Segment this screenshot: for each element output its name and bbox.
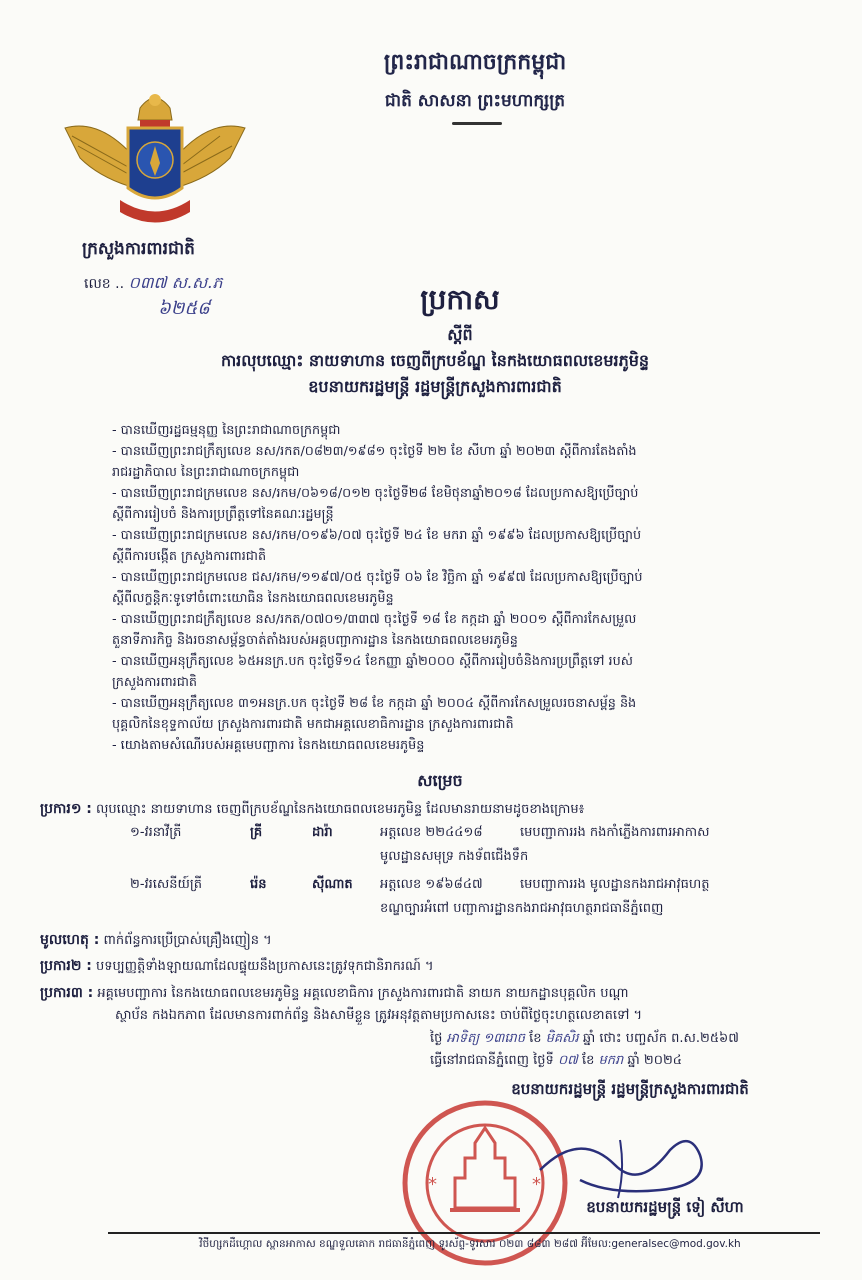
about-label: ស្តីពី	[447, 325, 473, 344]
person-1-unit: មេបញ្ជាការរង កងកាំភ្លើងការពារអាកាស	[520, 825, 710, 840]
solar-month-label: ខែ	[581, 1053, 595, 1068]
person-1-rank: ១-វរនាវីត្រី	[130, 825, 182, 840]
person-2-unit-cont: ខណ្ឌច្បារអំពៅ បញ្ជាការដ្ឋានកងរាជអាវុធហត្ថរាជធានីភ្នំពេញ	[380, 901, 664, 916]
reference-line: - បានឃើញអនុក្រឹត្យលេខ ៣១អនក្រ.បក ចុះថ្ងៃទី ២៨ ខែ កក្កដា ឆ្នាំ ២០០៤ ស្តីពីការកែសម្រួលរចនាសម្ព័ន្ធ និង	[112, 696, 637, 711]
reference-line: - បានឃើញព្រះរាជក្រឹត្យលេខ នស/រកត/០៧០១/៣៣៧ ចុះថ្ងៃទី ១៨ ខែ កក្កដា ឆ្នាំ ២០០១ ស្តីពីការកែសម្រួល	[112, 612, 637, 627]
reference-line: - បានឃើញអនុក្រឹត្យលេខ ៦៥អនក្រ.បក ចុះថ្ងៃទី១៤ ខែកញ្ញា ឆ្នាំ២០០០ ស្តីពីការរៀបចំនិងការប្រព្រឹត្តទៅ របស់	[112, 654, 633, 669]
solar-month: មករា	[598, 1053, 624, 1068]
lunar-day-prefix: ថ្ងៃ	[430, 1031, 443, 1046]
lunar-day: អាទិត្យ ១៣រោច	[446, 1031, 525, 1046]
reason	[40, 930, 820, 951]
person-1-id: អត្តលេខ ២២៤៤១៨	[380, 825, 483, 840]
person-1-family-name: ដារ៉ា	[312, 825, 333, 840]
person-2-family-name: ស៊ីណាត	[312, 877, 353, 892]
footer-contact: វិថីហ្សកដឺហ្គោល ស្ពានអាកាស ខណ្ឌទួលគោក រាជធានីភ្នំពេញ ទូរស័ព្ទ-ទូរសារ ០២៣ ៨៨៣ ២៨៧ អ៊ីមែល:generalsec@mod.gov.kh	[199, 1238, 741, 1250]
ornament-divider	[452, 122, 502, 125]
ministry-name: ក្រសួងការពារជាតិ	[82, 239, 195, 259]
subject-line: ការលុបឈ្មោះ នាយទាហាន ចេញពីក្របខ័ណ្ឌ នៃកងយោធពលខេមរភូមិន្ទ	[220, 351, 650, 370]
person-2-unit: មេបញ្ជាការរង មូលដ្ឋានកងរាជអាវុធហត្ថ	[520, 877, 710, 892]
reference-line: - បានឃើញរដ្ឋធម្មនុញ្ញ នៃព្រះរាជាណាចក្រកម្ពុជា	[112, 423, 341, 438]
document-subject	[90, 348, 780, 400]
reference-line: បុគ្គលិកនៃខុទ្ទកាល័យ ក្រសួងការពារជាតិ មកជាអគ្គលេខាធិការដ្ឋាន ក្រសួងការពារជាតិ	[112, 717, 514, 732]
reference-line: - បានឃើញព្រះរាជក្រមលេខ នស/រកម/០១៩៦/០៧ ចុះថ្ងៃទី ២៤ ខែ មករា ឆ្នាំ ១៩៩៦ ដែលប្រកាសឱ្យប្រើច្បាប់	[112, 528, 642, 543]
article-2-label: ប្រការ២ :	[40, 958, 92, 974]
footer-divider	[108, 1232, 820, 1234]
article-1-label: ប្រការ១ :	[40, 801, 92, 817]
reference-line: - យោងតាមសំណើរបស់អគ្គមេបញ្ជាការ នៃកងយោធពលខេមរភូមិន្ទ	[112, 738, 425, 753]
reference-number: លេខ .. ០៣៧ ស.ស.ភ	[84, 273, 223, 292]
solar-day-prefix: ធ្វើនៅរាជធានីភ្នំពេញ ថ្ងៃទី	[430, 1053, 554, 1068]
kingdom-heading: ព្រះរាជាណាចក្រកម្ពុជា	[383, 50, 567, 75]
national-motto: ជាតិ សាសនា ព្រះមហាក្សត្រ	[384, 91, 566, 111]
article-3-line-1: អគ្គមេបញ្ជាការ នៃកងយោធពលខេមរភូមិន្ទ អគ្គលេខាធិការ ក្រសួងការពារជាតិ នាយក នាយកដ្ឋានបុគ្គលិក បណ្ដា	[97, 986, 629, 1001]
article-3-line-2: ស្ថាប័ន កងឯកភាព ដែលមានការពាក់ព័ន្ធ និងសាមីខ្លួន ត្រូវអនុវត្តតាមប្រកាសនេះ ចាប់ពីថ្ងៃចុះហត្ថលេខាតទៅ ។	[115, 1008, 643, 1023]
signatory-name: ឧបនាយករដ្ឋមន្ត្រី ទៀ សីហា	[586, 1198, 744, 1216]
svg-text:*: *	[532, 1174, 541, 1195]
reference-handwritten: ០៣៧ ស.ស.ភ	[128, 273, 223, 292]
reference-line: ក្រសួងការពារជាតិ	[112, 675, 198, 690]
lunar-year: ឆ្នាំ ថោះ បញ្ចស័ក ព.ស.២៥៦៧	[582, 1031, 739, 1046]
person-2-rank: ២-វរសេនីយ៍ត្រី	[130, 877, 203, 892]
person-1-unit-cont: មូលដ្ឋានសមុទ្រ កងទ័ពជើងទឹក	[380, 849, 529, 864]
article-3-label: ប្រការ៣ :	[40, 985, 94, 1001]
reference-line: - បានឃើញព្រះរាជក្រមលេខ នស/រកម/០៦១៨/០១២ ចុះថ្ងៃទី២៨ ខែមិថុនាឆ្នាំ២០១៨ ដែលប្រកាសឱ្យប្រើច្បាប់	[112, 486, 639, 501]
reference-line: - បានឃើញព្រះរាជក្រមលេខ ជស/រកម/១១៩៧/០៥ ចុះថ្ងៃទី ០៦ ខែ វិច្ឆិកា ឆ្នាំ ១៩៩៧ ដែលប្រកាសឱ្យប្រើច្បាប់	[112, 570, 643, 585]
signatory-title: ឧបនាយករដ្ឋមន្ត្រី រដ្ឋមន្ត្រីក្រសួងការពារជាតិ	[511, 1080, 749, 1098]
article-1-text: លុបឈ្មោះ នាយទាហាន ចេញពីក្របខ័ណ្ឌនៃកងយោធពលខេមរភូមិន្ទ ដែលមានរាយនាមដូចខាងក្រោម៖	[96, 802, 585, 817]
lunar-month-label: ខែ	[529, 1031, 542, 1046]
reference-line: ស្តីពីលក្ខន្តិកៈទូទៅចំពោះយោធិន នៃកងយោធពលខេមរភូមិន្ទ	[112, 591, 394, 606]
reference-line: - បានឃើញព្រះរាជក្រឹត្យលេខ នស/រកត/០៨២៣/១៩៨១ ចុះថ្ងៃទី ២២ ខែ សីហា ឆ្នាំ ២០២៣ ស្តីពីការតែងតាំង	[112, 444, 637, 459]
lunar-month: មិគសិរ	[545, 1031, 579, 1046]
reference-label: លេខ	[84, 276, 111, 292]
decision-heading: សម្រេច	[417, 771, 463, 790]
reference-line: ស្តីពីការបង្កើត ក្រសួងការពារជាតិ	[112, 549, 267, 564]
solar-day: ០៧	[557, 1053, 578, 1068]
reference-line: តួនាទីភារកិច្ច និងរចនាសម្ព័ន្ធចាត់តាំងរបស់អគ្គបញ្ជាការដ្ឋាន នៃកងយោធពលខេមរភូមិន្ទ	[112, 633, 518, 648]
legal-references	[112, 420, 812, 756]
article-2-text: បទប្បញ្ញត្តិទាំងឡាយណាដែលផ្ទុយនឹងប្រកាសនេះត្រូវទុកជានិរាករណ៍ ។	[96, 959, 434, 974]
handwritten-signature-icon	[520, 1110, 740, 1210]
person-1-given-name: គ្រី	[250, 825, 263, 840]
svg-text:*: *	[428, 1174, 437, 1195]
article-1	[40, 798, 820, 821]
person-2-id: អត្តលេខ ១៩៦៨៤៧	[380, 877, 483, 892]
document-type: ប្រកាស	[420, 283, 500, 316]
solar-year: ឆ្នាំ ២០២៤	[627, 1053, 682, 1068]
lunar-date	[430, 1030, 830, 1049]
reference-line: រាជរដ្ឋាភិបាល នៃព្រះរាជាណាចក្រកម្ពុជា	[112, 465, 300, 480]
article-2	[40, 956, 820, 977]
reason-label: មូលហេតុ :	[40, 932, 100, 948]
reason-text: ពាក់ព័ន្ធការប្រើប្រាស់គ្រឿងញៀន ។	[103, 933, 272, 948]
person-2-given-name: រ៉េន	[250, 877, 267, 892]
article-3	[40, 982, 820, 1027]
ministry-emblem-icon	[60, 88, 250, 236]
issuer-line: ឧបនាយករដ្ឋមន្ត្រី រដ្ឋមន្ត្រីក្រសួងការពារជាតិ	[308, 377, 562, 396]
reference-year-handwritten: ៦២៥៨	[158, 298, 210, 319]
reference-line: ស្តីពីការរៀបចំ និងការប្រព្រឹត្តទៅនៃគណៈរដ្ឋមន្ត្រី	[112, 507, 334, 522]
solar-date	[430, 1052, 830, 1071]
